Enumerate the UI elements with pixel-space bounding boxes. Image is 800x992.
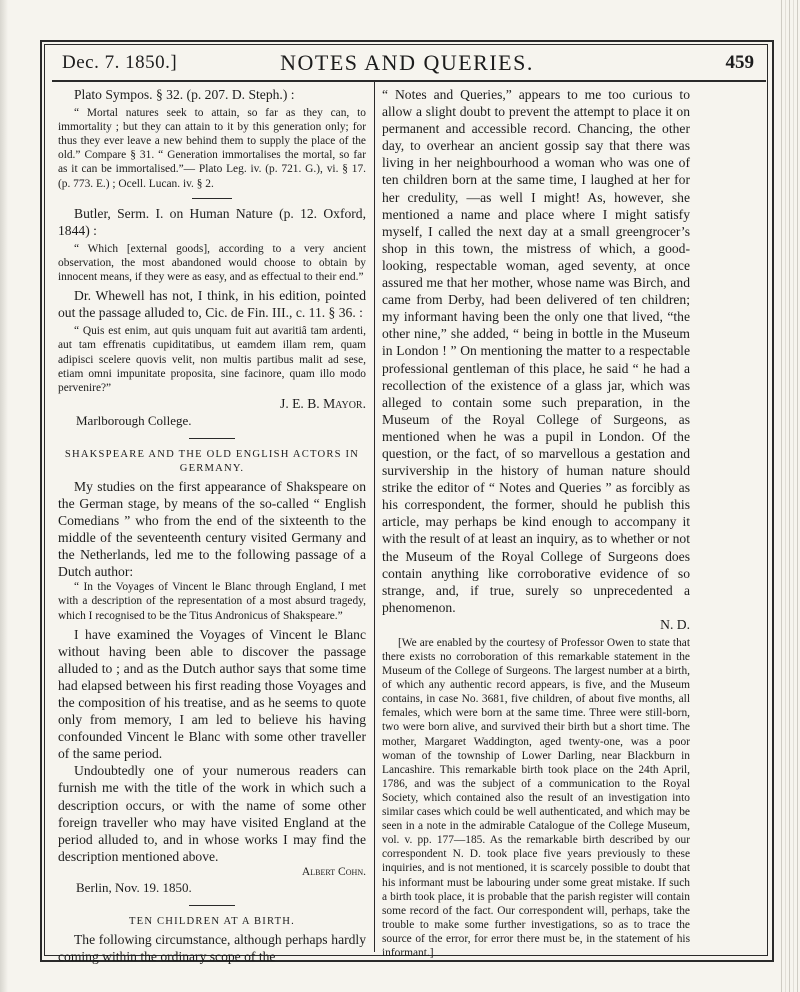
header-title: NOTES AND QUERIES. bbox=[280, 50, 534, 75]
section-rule bbox=[192, 198, 232, 199]
plato-quote: “ Mortal natures seek to attain, so far as they can, to immortality ; but they can attain to it by this generation only; for thus they ever leave a new behind them to supply the place of the old.” Compare § 31. “ Generation immortalises the mortal, so far as it can be immortalised.”— Plato Leg. iv. (p. 721. G.), vi. § 17. (p. 773. E.) ; Ocell. Lucan. iv. § 2. bbox=[58, 107, 366, 190]
butler-quote: “ Which [external goods], according to a very ancient observation, the most abandoned would choose to obtain by innocent means, if they were as easy, and as effectual to their end.” bbox=[58, 242, 366, 284]
column-divider bbox=[374, 82, 375, 952]
ten-children-continuation: “ Notes and Queries,” appears to me too curious to allow a slight doubt to prevent the attempt to place it on permanent and accessible record. Chancing, the other day, to overhear an ancient gossip say that there was living in her neighbourhood a woman who was one of ten children born at the same time, I laughed at her for her credulity, —as well I might! As, however, she mentioned a name and place where I might satisfy myself, I called the next day at a small greengrocer’s shop in this town, the mistress of which, a good-looking, respectable woman, aged seventy, at once assured me that her mother, whose name was Birch, and came from Derby, had been delivered of ten children; my informant having been the only one that lived, “the other nine,” she added, “ being in bottle in the Museum in London ! ” On mentioning the matter to a respectable professional gentleman of this place, he said “ he had a recollection of the existence of a glass jar, which was alleged to contain some such preparation, in the Museum of the Royal College of Surgeons, as mentioned when he was a pupil in London. Of the question, or the fact, of so marvellous a gestation and survivership in the history of human nature should strike the editor of “ Notes and Queries ” as forcibly as his correspondent, the former, should he publish this article, may perhaps be kind enough to accompany it with the result of at least an inquiry, as to whether or not the Museum of the Royal College of Surgeons does contain anything like corroborative evidence of so strange, and, if true, surely so unprecedented a phenomenon. bbox=[382, 87, 690, 615]
plato-reference: Plato Sympos. § 32. (p. 207. D. Steph.) : bbox=[74, 87, 295, 102]
left-column bbox=[58, 86, 366, 965]
cicero-quote: “ Quis est enim, aut quis unquam fuit aut avaritiâ tam ardenti, aut tam effrenatis cupiditatibus, ut eamdem illam rem, quam adipisci scelere quovis velit, non multis partibus malit ad sese, etiam omni impunitate proposita, sine facinore, quam illo modo pervenire?” bbox=[58, 325, 366, 394]
whewell-paragraph: Dr. Whewell has not, I think, in his edition, pointed out the passage alluded to, Cic. de Fin. III., c. 11. § 36. : bbox=[58, 288, 366, 321]
page-number: 459 bbox=[725, 52, 754, 73]
signature-mayor: J. E. B. Mayor. bbox=[280, 395, 366, 411]
header-date: Dec. 7. 1850.] bbox=[62, 52, 178, 73]
shakspeare-paragraph-3: Undoubtedly one of your numerous readers can furnish me with the title of the work in which such a description occurs, or with the name of some other foreign traveller who may have visited England at the period alluded to, and in whose works I may find the description mentioned above. bbox=[58, 763, 366, 864]
running-header bbox=[52, 46, 762, 80]
article-rule bbox=[189, 438, 235, 439]
shakspeare-paragraph-1: My studies on the first appearance of Shakspeare on the German stage, by means of the so-called “ English Comedians ” who from the end of the sixteenth to the middle of the seventeenth century visited Germany and the Netherlands, led me to the following passage of a Dutch author: bbox=[58, 478, 366, 580]
signature-cohn: Albert Cohn. bbox=[301, 864, 366, 878]
heading-shakspeare: SHAKSPEARE AND THE OLD ENGLISH ACTORS IN GERMANY. bbox=[64, 448, 360, 474]
heading-ten-children: TEN CHILDREN AT A BIRTH. bbox=[129, 915, 295, 927]
right-column bbox=[382, 86, 690, 959]
header-rule bbox=[52, 80, 766, 82]
place-mayor: Marlborough College. bbox=[76, 412, 192, 428]
shakspeare-paragraph-2: I have examined the Voyages of Vincent le Blanc without having been able to discover the passage alluded to ; and as the Dutch author says that some time had elapsed between his first reading those Voyages and the composition of his treatise, and as he seems to quote only from memory, I am led to believe his having confounded Vincent le Blanc with some other traveller of the same period. bbox=[58, 626, 366, 762]
editor-note: [We are enabled by the courtesy of Professor Owen to state that there exists no corroboration of this remarkable statement in the Museum of the College of Surgeons. The largest number at a birth, of which any authentic record appears, is five, and the Museum contains, in case No. 3681, five children, of about five months, all females, which were born at the same time. Three were still-born, two were born alive, and survived their birth but a short time. The mother, Margaret Waddington, aged twenty-one, was a poor woman of the township of Lower Darling, near Blackburn in Lancashire. This remarkable birth took place on the 24th April, 1786, and was the subject of a communication to the Royal Society, which contained also the result of an investigation into similar cases which could be well authenticated, and which may be seen in a note in the admirable Catalogue of the College Museum, vol. v. pp. 177—185. As the remarkable birth described by our correspondent N. D. took place five years previously to these inquiries, and is not mentioned, it is scarcely possible to doubt that his informant must be labouring under some great mistake. If such a birth took place, it is probable that the parish register will contain some record of the fact. Our correspondent will, perhaps, take the trouble to make some further investigations, so as to trace the source of the error, for error there must be, in the statement of his informant.] bbox=[382, 636, 690, 959]
article-rule bbox=[189, 905, 235, 906]
shakspeare-quote: “ In the Voyages of Vincent le Blanc through England, I met with a description of the representation of a most absurd tragedy, which I recognised to be the Titus Andronicus of Shakspeare.” bbox=[58, 581, 366, 622]
butler-reference: Butler, Serm. I. on Human Nature (p. 12. Oxford, 1844) : bbox=[58, 205, 366, 238]
ten-children-opening: The following circumstance, although perhaps hardly coming within the ordinary scope of the bbox=[58, 931, 366, 965]
page-edge-right bbox=[778, 0, 800, 992]
page-edge-left bbox=[0, 0, 8, 992]
place-cohn: Berlin, Nov. 19. 1850. bbox=[76, 879, 192, 895]
signature-nd: N. D. bbox=[660, 616, 690, 632]
